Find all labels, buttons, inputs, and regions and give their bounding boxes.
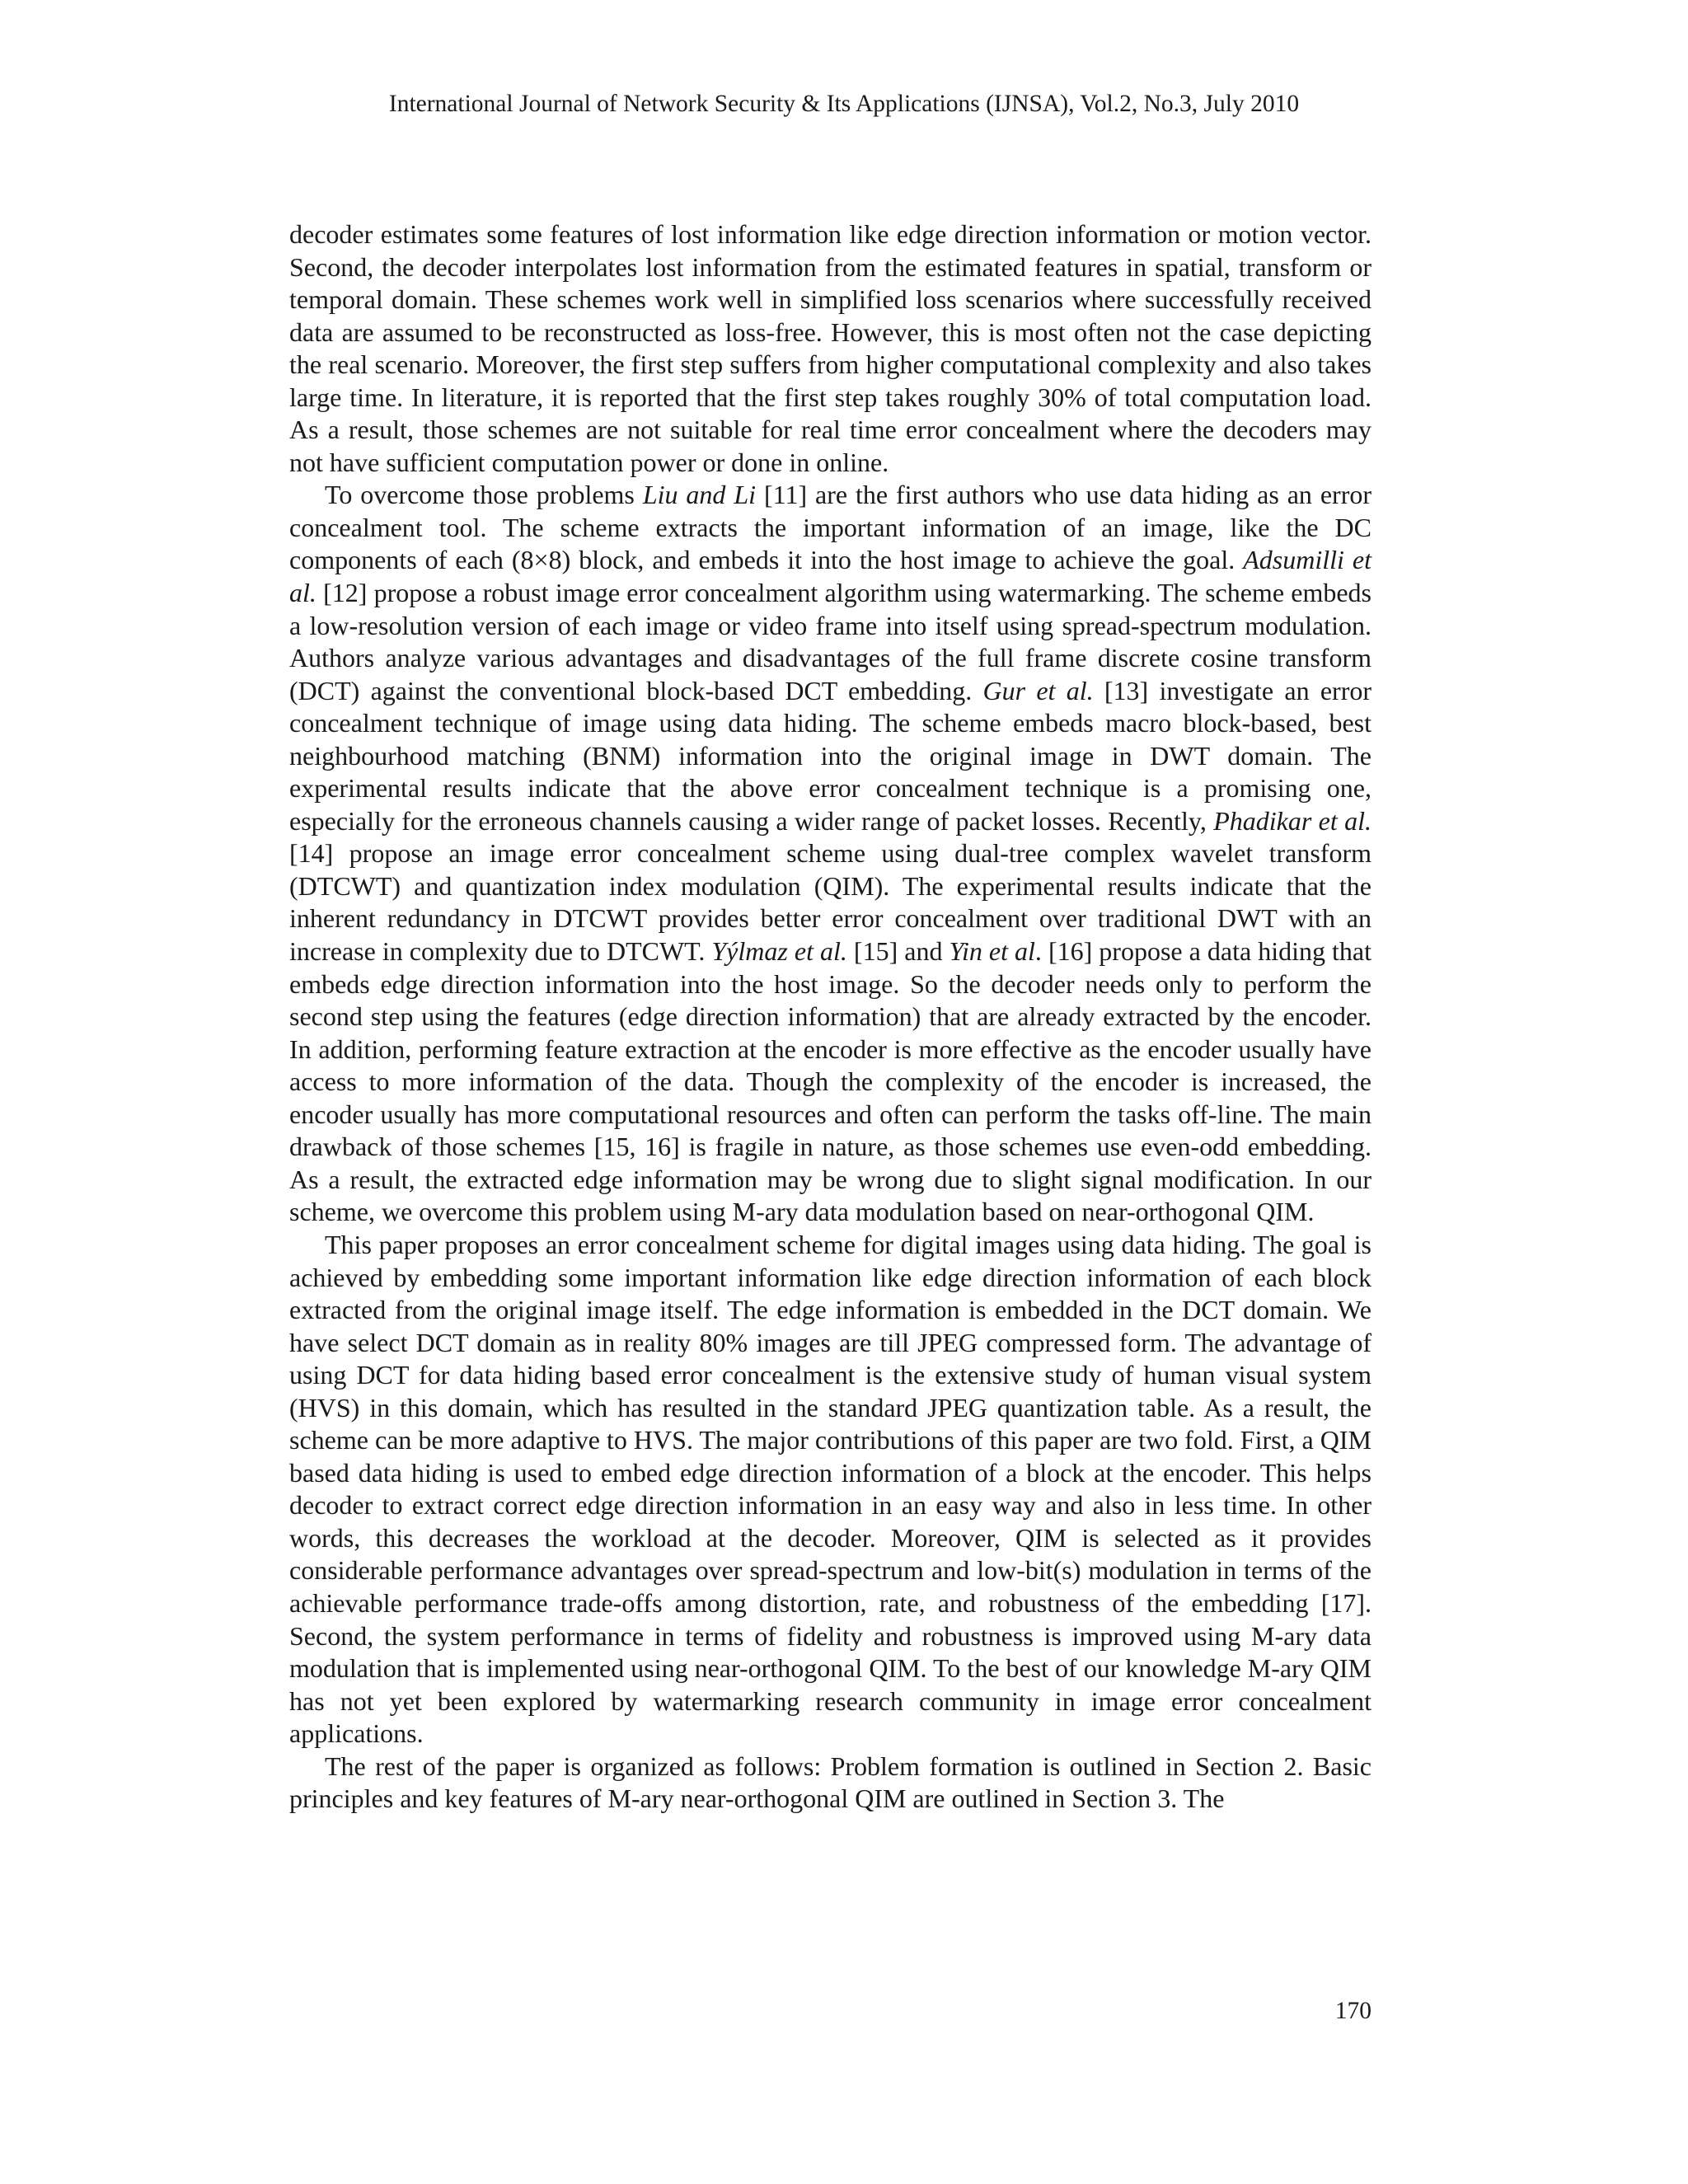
text-run: This paper proposes an error concealment scheme for digital images using data hiding. The goal is achieved by embedding some important information like edge direction information of each block extracted from the original image itself. The edge information is embedded in the DCT domain. We have select DCT domain as in reality 80% images are till JPEG compressed form. The advantage of using DCT for data hiding based error concealment is the extensive study of human visual system (HVS) in this domain, which has resulted in the standard JPEG quantization table. As a result, the scheme can be more adaptive to HVS. The major contributions of this paper are two fold. First, a QIM based data hiding is used to embed edge direction information of a block at the encoder. This helps decoder to extract correct edge direction information in an easy way and also in less time. In other words, this decreases the workload at the decoder. Moreover, QIM is selected as it provides considerable performance advantages over spread-spectrum and low-bit(s) modulation in terms of the achievable performance trade-offs among distortion, rate, and robustness of the embedding [17]. Second, the system performance in terms of fidelity and robustness is improved using M-ary data modulation that is implemented using near-orthogonal QIM. To the best of our knowledge M-ary QIM has not yet been explored by watermarking research community in image error concealment applications. (289, 1229, 1372, 1749)
text-run: [15] and (846, 936, 950, 967)
paragraph-contributions (289, 1229, 1372, 1750)
text-run: The rest of the paper is organized as follows: Problem formation is outlined in Section 2. Basic principles and key features of M-ary near-orthogonal QIM are outlined in Section 3. The (289, 1750, 1372, 1814)
page-number: 170 (1334, 1998, 1372, 2024)
citation-author: Phadikar et al. (1213, 805, 1372, 836)
text-run: . [16] propose a data hiding that embeds edge direction information into the host image. So the decoder needs only to perform the second step using the features (edge direction information) that are already extracted by the encoder. In addition, performing feature extraction at the encoder is more effective as the encoder usually have access to more information of the data. Though the complexity of the encoder is increased, the encoder usually has more computational resources and often can perform the tasks off-line. The main drawback of those schemes [15, 16] is fragile in nature, as those schemes use even-odd embedding. As a result, the extracted edge information may be wrong due to slight signal modification. In our scheme, we overcome this problem using M-ary data modulation based on near-orthogonal QIM. (289, 936, 1372, 1227)
paragraph-related-work (289, 479, 1372, 1229)
text-run: [13] investigate an error concealment technique of image using data hiding. The scheme embeds macro block-based, best neighbourhood matching (BNM) information into the original image in DWT domain. The experimental results indicate that the above error concealment technique is a promising one, especially for the erroneous channels causing a wider range of packet losses. Recently, (289, 675, 1372, 836)
citation-author: Gur et al. (982, 675, 1094, 705)
text-run: To overcome those problems (325, 480, 643, 510)
body-text (289, 218, 1372, 1816)
citation-author: Yýlmaz et al. (711, 936, 847, 967)
citation-author: Yin et al (949, 936, 1035, 967)
text-run: decoder estimates some features of lost information like edge direction information or motion vector. Second, the decoder interpolates lost information from the estimated features in spatial, transform or temporal domain. These schemes work well in simplified loss scenarios where successfully received data are assumed to be reconstructed as loss-free. However, this is most often not the case depicting the real scenario. Moreover, the first step suffers from higher computational complexity and also takes large time. In literature, it is reported that the first step takes roughly 30% of total computation load. As a result, those schemes are not suitable for real time error concealment where the decoders may not have sufficient computation power or done in online. (289, 219, 1372, 477)
text-run: [12] propose a robust image error concealment algorithm using watermarking. The scheme embeds a low-resolution version of each image or video frame into itself using spread-spectrum modulation. Authors analyze various advantages and disadvantages of the full frame discrete cosine transform (DCT) against the conventional block-based DCT embedding. (289, 578, 1372, 705)
citation-author: Adsumilli et al. (289, 545, 1372, 608)
paragraph-continuation (289, 218, 1372, 479)
citation-author: Liu and Li (642, 480, 757, 510)
text-run: [14] propose an image error concealment scheme using dual-tree complex wavelet transform (DTCWT) and quantization index modulation (QIM). The experimental results indicate that the inherent redundancy in DTCWT provides better error concealment over traditional DWT with an increase in complexity due to DTCWT. (289, 838, 1372, 967)
text-run: [11] are the first authors who use data hiding as an error concealment tool. The scheme extracts the important information of an image, like the DC components of each (8×8) block, and embeds it into the host image to achieve the goal. (289, 480, 1372, 575)
paragraph-organization (289, 1750, 1372, 1816)
running-header: International Journal of Network Security & Its Applications (IJNSA), Vol.2, No.3, July 2010 (388, 91, 1300, 117)
